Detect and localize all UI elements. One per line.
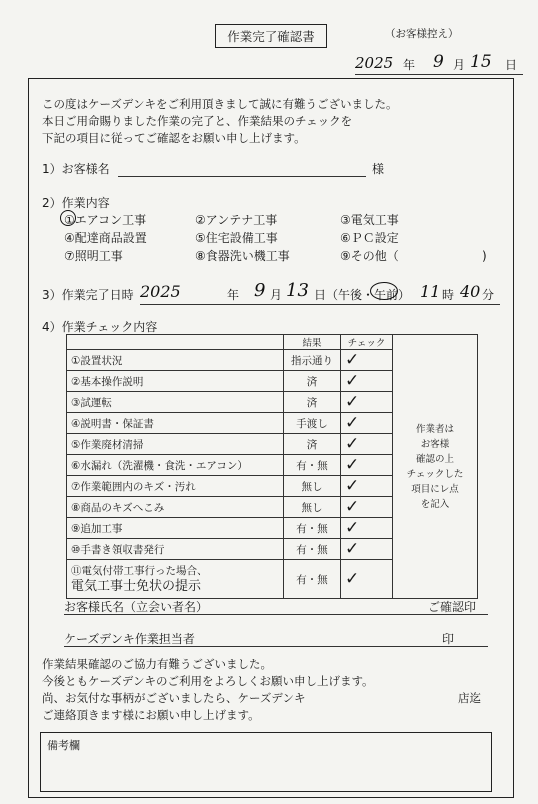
closing-line: 尚、お気付な事柄がございましたら、ケーズデンキ [42, 691, 306, 705]
check-mark: ✓ [341, 413, 393, 434]
check-result: 有・無 [284, 455, 341, 476]
customer-name-label: 1）お客様名 [42, 162, 110, 176]
intro-line: 下記の項目に従ってご確認をお願い申し上げます。 [42, 131, 306, 145]
check-mark: ✓ [341, 518, 393, 539]
store-suffix: 店迄 [458, 691, 481, 705]
instruction-line: 項目にレ点 [411, 483, 459, 495]
document-title-box [215, 24, 327, 48]
completion-hour: 11 [420, 282, 441, 301]
remarks-box [40, 732, 492, 792]
work-item: ⑤住宅設備工事 [195, 231, 278, 245]
work-item-close: ) [482, 249, 487, 263]
issue-date-day-suffix: 日 [505, 58, 518, 72]
check-mark: ✓ [341, 497, 393, 518]
work-item: ⑨その他（ [340, 249, 399, 263]
check-item: ⑩手書き領収書発行 [67, 539, 284, 560]
work-item: ⑦照明工事 [64, 249, 123, 263]
work-check-label: 4）作業チェック内容 [42, 320, 158, 334]
customer-copy-label: （お客様控え） [385, 28, 459, 40]
check-item: ⑧商品のキズへこみ [67, 497, 284, 518]
issue-date [355, 52, 525, 76]
issue-date-month-suffix: 月 [453, 58, 466, 72]
work-item: ①エアコン工事 [64, 213, 147, 227]
work-content-label: 2）作業内容 [42, 196, 110, 210]
issue-date-year-suffix: 年 [403, 58, 416, 72]
check-item-line: 電気工事士免状の提示 [71, 579, 202, 594]
check-result: 済 [284, 392, 341, 413]
check-result: 指示通り [284, 350, 341, 371]
staff-label: ケーズデンキ作業担当者 [64, 632, 195, 646]
check-mark: ✓ [341, 392, 393, 413]
check-mark: ✓ [341, 539, 393, 560]
work-item: ②アンテナ工事 [195, 213, 278, 227]
selected-mark [60, 210, 76, 226]
completion-datetime [42, 280, 502, 308]
check-item: ③試運転 [67, 392, 284, 413]
customer-signature-label: お客様氏名（立会い者名） [64, 600, 209, 614]
check-mark: ✓ [341, 350, 393, 371]
completion-hour-suffix: 時 [442, 288, 455, 302]
staff-seal-label: 印 [442, 632, 455, 646]
intro-line: 本日ご用命賜りました作業の完了と、作業結果のチェックを [42, 114, 353, 128]
issue-date-year: 2025 [355, 54, 394, 72]
check-result: 済 [284, 371, 341, 392]
completion-year-suffix: 年 [227, 288, 240, 302]
work-item: ⑧食器洗い機工事 [195, 249, 290, 263]
issue-date-month: 9 [433, 52, 444, 72]
check-result: 済 [284, 434, 341, 455]
header-check: チェック [341, 335, 393, 350]
check-item-line: ⑪電気付帯工事行った場合、 [71, 565, 208, 577]
am-circle-mark [370, 282, 398, 300]
check-item: ⑥水漏れ（洗濯機・食洗・エアコン） [67, 455, 284, 476]
check-mark: ✓ [341, 371, 393, 392]
work-item: ④配達商品設置 [64, 231, 147, 245]
check-item: ⑨追加工事 [67, 518, 284, 539]
closing-text [42, 656, 374, 724]
completion-minute: 40 [460, 282, 481, 301]
check-item [67, 560, 284, 599]
check-mark: ✓ [341, 560, 393, 599]
instruction-line: 作業者は [415, 423, 454, 435]
check-item: ⑦作業範囲内のキズ・汚れ [67, 476, 284, 497]
check-result: 手渡し [284, 413, 341, 434]
completion-minute-suffix: 分 [482, 288, 495, 302]
intro-text [42, 96, 397, 147]
check-item: ⑤作業廃材清掃 [67, 434, 284, 455]
check-item: ④説明書・保証書 [67, 413, 284, 434]
closing-line: ご連絡頂きます様にお願い申し上げます。 [42, 708, 260, 722]
intro-line: この度はケーズデンキをご利用頂きまして誠に有難うございました。 [42, 97, 398, 111]
customer-name-suffix: 様 [372, 162, 385, 176]
issue-date-day: 15 [470, 52, 492, 72]
customer-seal-label: ご確認印 [428, 600, 477, 614]
check-instruction [393, 335, 478, 599]
check-result: 無し [284, 497, 341, 518]
check-result: 無し [284, 476, 341, 497]
completion-label: 3）作業完了日時 [42, 288, 134, 302]
work-item: ③電気工事 [340, 213, 399, 227]
document-title: 作業完了確認書 [227, 29, 315, 44]
check-item: ②基本操作説明 [67, 371, 284, 392]
work-item: ⑥ＰＣ設定 [340, 231, 399, 245]
completion-day-suffix: 日（午後・午前） [314, 288, 411, 302]
instruction-line: を記入 [420, 498, 450, 510]
completion-month-suffix: 月 [270, 288, 283, 302]
check-mark: ✓ [341, 434, 393, 455]
header-item [67, 335, 284, 350]
closing-line: 作業結果確認のご協力有難うございました。 [42, 657, 272, 671]
check-mark: ✓ [341, 476, 393, 497]
instruction-line: お客様 [420, 438, 450, 450]
completion-month: 9 [254, 280, 266, 301]
instruction-line: チェックした [406, 468, 464, 480]
remarks-label: 備考欄 [47, 739, 80, 752]
work-check-table [66, 334, 478, 599]
check-result: 有・無 [284, 518, 341, 539]
instruction-line: 確認の上 [415, 453, 454, 465]
check-mark: ✓ [341, 455, 393, 476]
header-result: 結果 [284, 335, 341, 350]
completion-year: 2025 [140, 282, 181, 301]
completion-day: 13 [286, 280, 309, 301]
closing-line: 今後ともケーズデンキのご利用をよろしくお願い申し上げます。 [42, 674, 374, 688]
check-item: ①設置状況 [67, 350, 284, 371]
check-result: 有・無 [284, 539, 341, 560]
check-result: 有・無 [284, 560, 341, 599]
